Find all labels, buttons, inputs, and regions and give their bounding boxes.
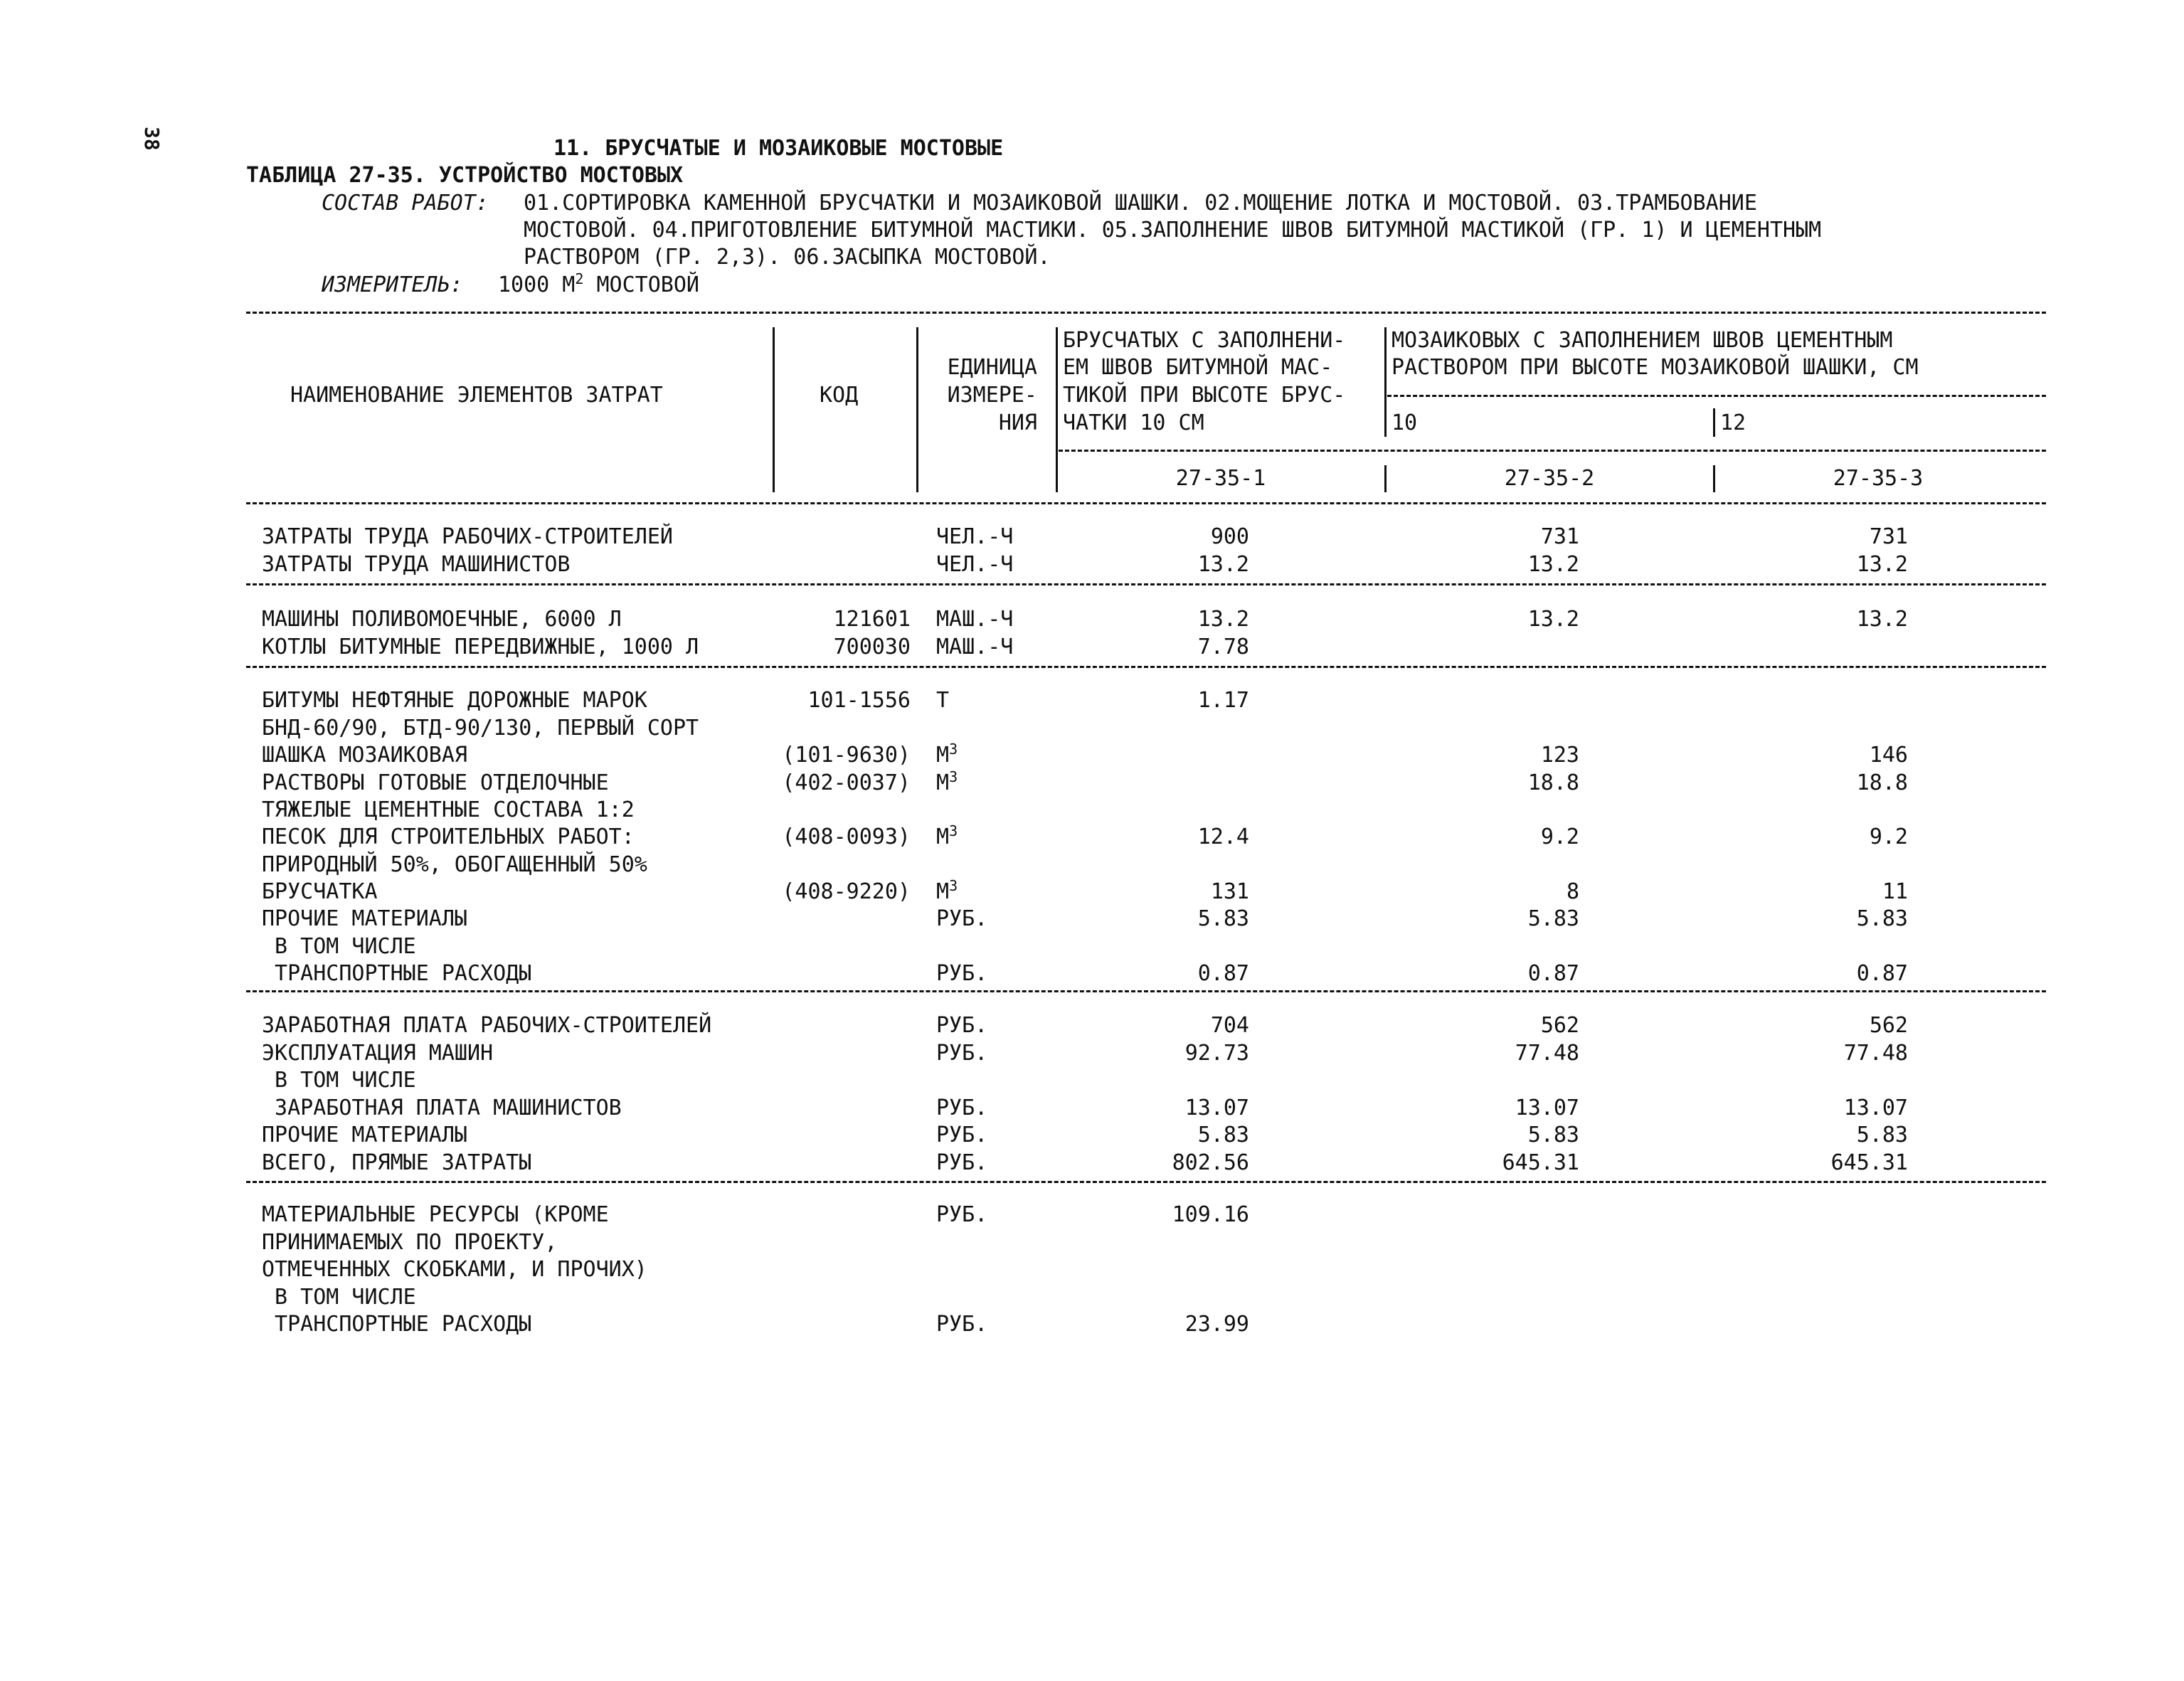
row-name: ТЯЖЕЛЫЕ ЦЕМЕНТНЫЕ СОСТАВА 1:2 xyxy=(262,797,635,822)
row-name: В ТОМ ЧИСЛЕ xyxy=(262,934,416,959)
row-name: ПРОЧИЕ МАТЕРИАЛЫ xyxy=(262,1123,467,1147)
row-value-col2: 123 xyxy=(1540,743,1579,768)
row-value-col2: 731 xyxy=(1540,524,1579,549)
row-unit: ЧЕЛ.-Ч xyxy=(936,552,1014,577)
row-unit: Т xyxy=(936,688,950,713)
row-value-col3: 645.31 xyxy=(1830,1150,1908,1175)
row-value-col1: 92.73 xyxy=(1184,1041,1249,1066)
row-name: В ТОМ ЧИСЛЕ xyxy=(262,1068,416,1093)
row-value-col3: 146 xyxy=(1869,743,1908,768)
header-code-rule xyxy=(1059,450,2046,452)
work-line: 01.СОРТИРОВКА КАМЕННОЙ БРУСЧАТКИ И МОЗАИКОВОЙ ШАШКИ. 02.МОЩЕНИЕ ЛОТКА И МОСТОВОЙ. 03.ТРАМБОВАНИЕ xyxy=(524,191,1757,216)
header-col3-sub: 12 xyxy=(1720,410,1746,435)
page-number: 38 xyxy=(140,127,164,151)
header-top-rule xyxy=(246,312,2046,314)
row-code: 700030 xyxy=(833,635,911,659)
row-name: ВСЕГО, ПРЯМЫЕ ЗАТРАТЫ xyxy=(262,1150,532,1175)
row-name: КОТЛЫ БИТУМНЫЕ ПЕРЕДВИЖНЫЕ, 1000 Л xyxy=(262,635,699,659)
header-col1: БРУСЧАТЫХ С ЗАПОЛНЕНИ- xyxy=(1063,328,1346,353)
meter-number: 1000 М xyxy=(498,272,576,297)
row-unit: РУБ. xyxy=(936,961,988,986)
row-unit: РУБ. xyxy=(936,1013,988,1038)
row-name: БИТУМЫ НЕФТЯНЫЕ ДОРОЖНЫЕ МАРОК xyxy=(262,688,647,713)
work-line: МОСТОВОЙ. 04.ПРИГОТОВЛЕНИЕ БИТУМНОЙ МАСТИКИ. 05.ЗАПОЛНЕНИЕ ШВОВ БИТУМНОЙ МАСТИКОЙ (ГР. 1) И ЦЕМЕНТНЫМ xyxy=(524,218,1822,243)
row-value-col1: 109.16 xyxy=(1172,1202,1249,1227)
header-divider xyxy=(1713,408,1715,437)
header-unit: ИЗМЕРЕ- xyxy=(947,383,1037,408)
row-value-col1: 7.78 xyxy=(1197,635,1249,659)
row-value-col2: 5.83 xyxy=(1527,906,1579,931)
header-divider xyxy=(1384,465,1387,492)
meter-value xyxy=(498,272,699,299)
row-value-col1: 5.83 xyxy=(1197,1123,1249,1147)
row-unit: ЧЕЛ.-Ч xyxy=(936,524,1014,549)
row-code: (402-0037) xyxy=(782,770,911,795)
row-name: ПРИНИМАЕМЫХ ПО ПРОЕКТУ, xyxy=(262,1230,558,1255)
unit-exponent: 3 xyxy=(949,741,958,758)
row-unit: РУБ. xyxy=(936,1096,988,1120)
row-value-col1: 1.17 xyxy=(1197,688,1249,713)
row-name: ТРАНСПОРТНЫЕ РАСХОДЫ xyxy=(262,1312,532,1337)
row-name: ШАШКА МОЗАИКОВАЯ xyxy=(262,743,467,768)
row-value-col3: 731 xyxy=(1869,524,1908,549)
group-rule xyxy=(246,990,2046,992)
row-unit: $М^3$ xyxy=(936,741,958,768)
row-name: ПРИРОДНЫЙ 50%, ОБОГАЩЕННЫЙ 50% xyxy=(262,852,647,877)
meter-tail: МОСТОВОЙ xyxy=(596,272,699,297)
row-name: ЗАТРАТЫ ТРУДА МАШИНИСТОВ xyxy=(262,552,571,577)
row-name: ЗАРАБОТНАЯ ПЛАТА МАШИНИСТОВ xyxy=(262,1096,622,1120)
row-name: ПРОЧИЕ МАТЕРИАЛЫ xyxy=(262,906,467,931)
header-sub-rule xyxy=(1387,395,2046,397)
row-name: ЗАТРАТЫ ТРУДА РАБОЧИХ-СТРОИТЕЛЕЙ xyxy=(262,524,673,549)
row-unit: РУБ. xyxy=(936,906,988,931)
row-value-col1: 23.99 xyxy=(1184,1312,1249,1337)
row-code: (408-0093) xyxy=(782,824,911,849)
column-code: 27-35-2 xyxy=(1504,466,1595,491)
column-code: 27-35-1 xyxy=(1175,466,1266,491)
row-value-col1: 0.87 xyxy=(1197,961,1249,986)
header-col2-sub: 10 xyxy=(1391,410,1418,435)
row-value-col1: 13.2 xyxy=(1197,552,1249,577)
row-value-col1: 900 xyxy=(1210,524,1249,549)
row-name: ЭКСПЛУАТАЦИЯ МАШИН xyxy=(262,1041,494,1066)
row-value-col1: 704 xyxy=(1210,1013,1249,1038)
header-unit: НИЯ xyxy=(998,410,1037,435)
unit-exponent: 3 xyxy=(949,822,958,839)
unit-exponent: 3 xyxy=(949,877,958,894)
row-name: ОТМЕЧЕННЫХ СКОБКАМИ, И ПРОЧИХ) xyxy=(262,1257,647,1282)
header-unit: ЕДИНИЦА xyxy=(947,355,1037,380)
row-name: ТРАНСПОРТНЫЕ РАСХОДЫ xyxy=(262,961,532,986)
column-code: 27-35-3 xyxy=(1833,466,1924,491)
header-name: НАИМЕНОВАНИЕ ЭЛЕМЕНТОВ ЗАТРАТ xyxy=(290,383,663,408)
section-title: 11. БРУСЧАТЫЕ И МОЗАИКОВЫЕ МОСТОВЫЕ xyxy=(553,136,1004,161)
header-code: КОД xyxy=(820,383,859,408)
row-value-col2: 18.8 xyxy=(1527,770,1579,795)
header-divider xyxy=(916,327,918,492)
unit-exponent: 3 xyxy=(949,768,958,785)
row-unit: $М^3$ xyxy=(936,768,958,795)
row-value-col1: 802.56 xyxy=(1172,1150,1249,1175)
header-col1: ЧАТКИ 10 СМ xyxy=(1063,410,1204,435)
row-name: БНД-60/90, БТД-90/130, ПЕРВЫЙ СОРТ xyxy=(262,716,699,741)
table-title: ТАБЛИЦА 27-35. УСТРОЙСТВО МОСТОВЫХ xyxy=(246,163,684,188)
row-value-col3: 5.83 xyxy=(1856,1123,1908,1147)
row-value-col3: 0.87 xyxy=(1856,961,1908,986)
row-value-col3: 13.2 xyxy=(1856,552,1908,577)
row-value-col3: 18.8 xyxy=(1856,770,1908,795)
row-value-col2: 562 xyxy=(1540,1013,1579,1038)
row-value-col2: 13.2 xyxy=(1527,607,1579,632)
row-value-col3: 9.2 xyxy=(1869,824,1908,849)
row-unit: РУБ. xyxy=(936,1202,988,1227)
row-value-col2: 645.31 xyxy=(1502,1150,1579,1175)
row-unit: МАШ.-Ч xyxy=(936,635,1014,659)
row-unit: МАШ.-Ч xyxy=(936,607,1014,632)
header-col1: ЕМ ШВОВ БИТУМНОЙ МАС- xyxy=(1063,355,1333,380)
row-unit: $М^3$ xyxy=(936,822,958,849)
row-value-col1: 13.07 xyxy=(1184,1096,1249,1120)
row-code: (408-9220) xyxy=(782,879,911,904)
header-divider xyxy=(1384,327,1387,437)
header-divider xyxy=(1056,327,1058,492)
group-rule xyxy=(246,666,2046,668)
row-code: 121601 xyxy=(833,607,911,632)
row-value-col2: 9.2 xyxy=(1540,824,1579,849)
row-unit: $М^3$ xyxy=(936,877,958,904)
row-value-col2: 77.48 xyxy=(1515,1041,1579,1066)
row-name: В ТОМ ЧИСЛЕ xyxy=(262,1285,416,1310)
group-rule xyxy=(246,1181,2046,1183)
row-value-col1: 5.83 xyxy=(1197,906,1249,931)
group-rule xyxy=(246,583,2046,585)
row-value-col2: 8 xyxy=(1566,879,1579,904)
row-value-col1: 13.2 xyxy=(1197,607,1249,632)
row-code: 101-1556 xyxy=(807,688,911,713)
row-unit: РУБ. xyxy=(936,1123,988,1147)
header-col23: МОЗАИКОВЫХ С ЗАПОЛНЕНИЕМ ШВОВ ЦЕМЕНТНЫМ xyxy=(1391,328,1893,353)
row-unit: РУБ. xyxy=(936,1312,988,1337)
row-name: ПЕСОК ДЛЯ СТРОИТЕЛЬНЫХ РАБОТ: xyxy=(262,824,635,849)
row-name: ЗАРАБОТНАЯ ПЛАТА РАБОЧИХ-СТРОИТЕЛЕЙ xyxy=(262,1013,712,1038)
header-col1: ТИКОЙ ПРИ ВЫСОТЕ БРУС- xyxy=(1063,383,1346,408)
row-name: БРУСЧАТКА xyxy=(262,879,378,904)
row-value-col3: 11 xyxy=(1882,879,1908,904)
meter-label: ИЗМЕРИТЕЛЬ: xyxy=(322,272,463,297)
work-label: СОСТАВ РАБОТ: xyxy=(322,191,489,216)
row-unit: РУБ. xyxy=(936,1150,988,1175)
row-value-col3: 562 xyxy=(1869,1013,1908,1038)
row-value-col1: 131 xyxy=(1210,879,1249,904)
header-divider xyxy=(773,327,775,492)
header-col23: РАСТВОРОМ ПРИ ВЫСОТЕ МОЗАИКОВОЙ ШАШКИ, СМ xyxy=(1391,355,1919,380)
row-value-col1: 12.4 xyxy=(1197,824,1249,849)
meter-sup: 2 xyxy=(575,270,584,287)
row-name: МАШИНЫ ПОЛИВОМОЕЧНЫЕ, 6000 Л xyxy=(262,607,622,632)
row-value-col3: 13.07 xyxy=(1843,1096,1908,1120)
row-value-col2: 5.83 xyxy=(1527,1123,1579,1147)
row-value-col2: 13.07 xyxy=(1515,1096,1579,1120)
row-unit: РУБ. xyxy=(936,1041,988,1066)
row-value-col2: 0.87 xyxy=(1527,961,1579,986)
row-value-col3: 5.83 xyxy=(1856,906,1908,931)
row-value-col3: 13.2 xyxy=(1856,607,1908,632)
row-name: РАСТВОРЫ ГОТОВЫЕ ОТДЕЛОЧНЫЕ xyxy=(262,770,609,795)
header-bottom-rule xyxy=(246,502,2046,504)
row-value-col2: 13.2 xyxy=(1527,552,1579,577)
work-line: РАСТВОРОМ (ГР. 2,3). 06.ЗАСЫПКА МОСТОВОЙ. xyxy=(524,245,1051,270)
header-divider xyxy=(1713,465,1715,492)
row-code: (101-9630) xyxy=(782,743,911,768)
row-name: МАТЕРИАЛЬНЫЕ РЕСУРСЫ (КРОМЕ xyxy=(262,1202,609,1227)
row-value-col3: 77.48 xyxy=(1843,1041,1908,1066)
